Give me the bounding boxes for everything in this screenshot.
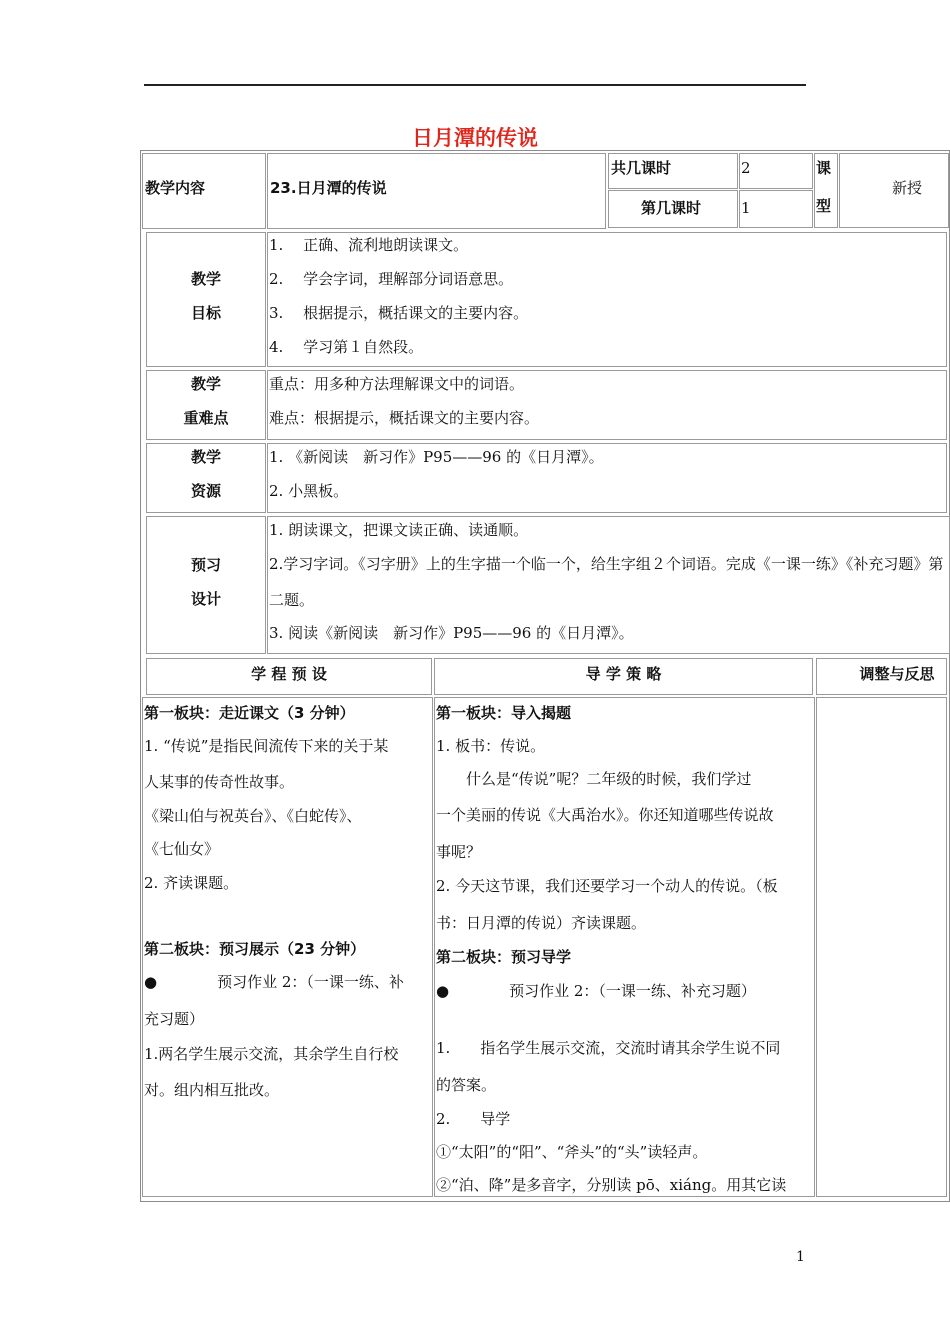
keypoints-label-1: 教学 xyxy=(190,375,221,393)
guide-block1-line-2: 什么是“传说”呢？二年级的时候，我们学过 xyxy=(436,770,752,788)
type-label-2: 型 xyxy=(816,197,832,215)
guide-block2-line-4: 2. 导学 xyxy=(436,1110,511,1128)
keypoint-item-2: 难点：根据提示，概括课文的主要内容。 xyxy=(269,409,540,427)
objectives-label-2: 目标 xyxy=(190,304,221,322)
learn-block2-line-1: ● 预习作业 2：（一课一练、补 xyxy=(144,973,404,991)
type-label-cell xyxy=(814,153,838,228)
guide-column-title: 导 学 策 略 xyxy=(585,665,662,683)
learn-block2-line-4: 对。组内相互批改。 xyxy=(144,1081,280,1099)
learn-block2-line-2: 充习题） xyxy=(144,1010,205,1028)
document-title: 日月潭的传说 xyxy=(412,126,538,150)
learn-block1-line-4: 《七仙女》 xyxy=(144,840,220,858)
resources-label-2: 资源 xyxy=(190,482,221,500)
guide-block1-line-6: 书：日月潭的传说）齐读课题。 xyxy=(436,914,647,932)
guide-block2-line-3: 的答案。 xyxy=(436,1076,497,1094)
objective-item-3: 3. 根据提示，概括课文的主要内容。 xyxy=(269,304,529,322)
total-hours-label: 共几课时 xyxy=(611,159,672,177)
lesson-no-value-cell xyxy=(739,190,813,228)
guide-block2-title: 第二板块：预习导学 xyxy=(436,948,572,966)
resource-item-1: 1. 《新阅读 新习作》P95——96 的《日月潭》。 xyxy=(269,448,604,466)
learn-column-header xyxy=(146,658,432,695)
page-number: 1 xyxy=(796,1249,805,1265)
content-value-cell xyxy=(267,153,606,229)
preview-label-1: 预习 xyxy=(190,556,221,574)
objectives-content-cell xyxy=(267,232,947,367)
total-hours-label-cell xyxy=(608,153,738,189)
learn-block1-title: 第一板块：走近课文（3 分钟） xyxy=(144,704,355,722)
preview-label-cell xyxy=(146,516,266,654)
total-hours-value-cell xyxy=(739,153,813,189)
objective-item-1: 1. 正确、流利地朗读课文。 xyxy=(269,236,469,254)
guide-block2-line-5: ①“太阳”的“阳”、“斧头”的“头”读轻声。 xyxy=(436,1143,708,1161)
objectives-label-cell xyxy=(146,232,266,367)
content-label: 教学内容 xyxy=(145,179,206,197)
objective-item-2: 2. 学会字词，理解部分词语意思。 xyxy=(269,270,514,288)
resources-label-1: 教学 xyxy=(190,448,221,466)
learn-block1-line-5: 2. 齐读课题。 xyxy=(144,874,239,892)
header-rule xyxy=(144,84,806,86)
lesson-no-label: 第几课时 xyxy=(641,199,702,217)
learn-block1-line-1: 1. “传说”是指民间流传下来的关于某 xyxy=(144,737,389,755)
guide-block1-line-4: 事呢？ xyxy=(436,843,482,861)
preview-label-2: 设计 xyxy=(190,590,221,608)
preview-item-3: 3. 阅读《新阅读 新习作》P95——96 的《日月潭》。 xyxy=(269,624,634,642)
guide-block1-line-5: 2. 今天这节课，我们还要学习一个动人的传说。（板 xyxy=(436,877,778,895)
guide-block1-line-1: 1. 板书：传说。 xyxy=(436,737,546,755)
guide-block1-title: 第一板块：导入揭题 xyxy=(436,704,572,722)
learn-block2-line-3: 1.两名学生展示交流，其余学生自行校 xyxy=(144,1045,399,1063)
guide-block2-line-1: ● 预习作业 2：（一课一练、补充习题） xyxy=(436,982,756,1000)
guide-block2-line-6: ②“泊、降”是多音字，分别读 pō、xiáng。用其它读 xyxy=(436,1176,787,1194)
content-label-cell xyxy=(142,153,266,229)
resources-content-cell xyxy=(267,443,947,513)
total-hours-value: 2 xyxy=(741,159,751,177)
learn-column-title: 学 程 预 设 xyxy=(251,665,327,683)
objectives-label-1: 教学 xyxy=(190,270,221,288)
keypoints-content-cell xyxy=(267,370,947,440)
keypoint-item-1: 重点：用多种方法理解课文中的词语。 xyxy=(269,375,525,393)
adjust-column-title: 调整与反思 xyxy=(859,665,935,683)
type-value-cell xyxy=(839,153,949,228)
guide-block2-line-2: 1. 指名学生展示交流，交流时请其余学生说不同 xyxy=(436,1039,781,1057)
adjust-column-header xyxy=(816,658,947,695)
guide-column-body xyxy=(434,697,815,1197)
keypoints-label-2: 重难点 xyxy=(183,409,229,427)
lesson-no-value: 1 xyxy=(741,199,751,217)
adjust-column-body xyxy=(816,697,947,1197)
objective-item-4: 4. 学习第１自然段。 xyxy=(269,338,424,356)
learn-block2-title: 第二板块：预习展示（23 分钟） xyxy=(144,940,366,958)
learn-block1-line-2: 人某事的传奇性故事。 xyxy=(144,773,295,791)
type-value: 新授 xyxy=(892,179,923,197)
preview-item-2-cont: 二题。 xyxy=(269,591,315,609)
learn-column-body xyxy=(142,697,433,1197)
type-label-1: 课 xyxy=(816,159,832,177)
lesson-no-label-cell xyxy=(608,190,738,228)
resources-label-cell xyxy=(146,443,266,513)
keypoints-label-cell xyxy=(146,370,266,440)
guide-column-header xyxy=(434,658,813,695)
preview-item-1: 1. 朗读课文，把课文读正确、读通顺。 xyxy=(269,521,529,539)
preview-content-cell xyxy=(267,516,950,654)
content-value: 23.日月潭的传说 xyxy=(270,179,387,197)
guide-block1-line-3: 一个美丽的传说《大禹治水》。你还知道哪些传说故 xyxy=(436,806,774,824)
resource-item-2: 2. 小黑板。 xyxy=(269,482,349,500)
preview-item-2: 2.学习字词。《习字册》上的生字描一个临一个，给生字组２个词语。完成《一课一练》《补充习题》第 xyxy=(269,555,944,573)
learn-block1-line-3: 《梁山伯与祝英台》、《白蛇传》、 xyxy=(144,807,362,825)
